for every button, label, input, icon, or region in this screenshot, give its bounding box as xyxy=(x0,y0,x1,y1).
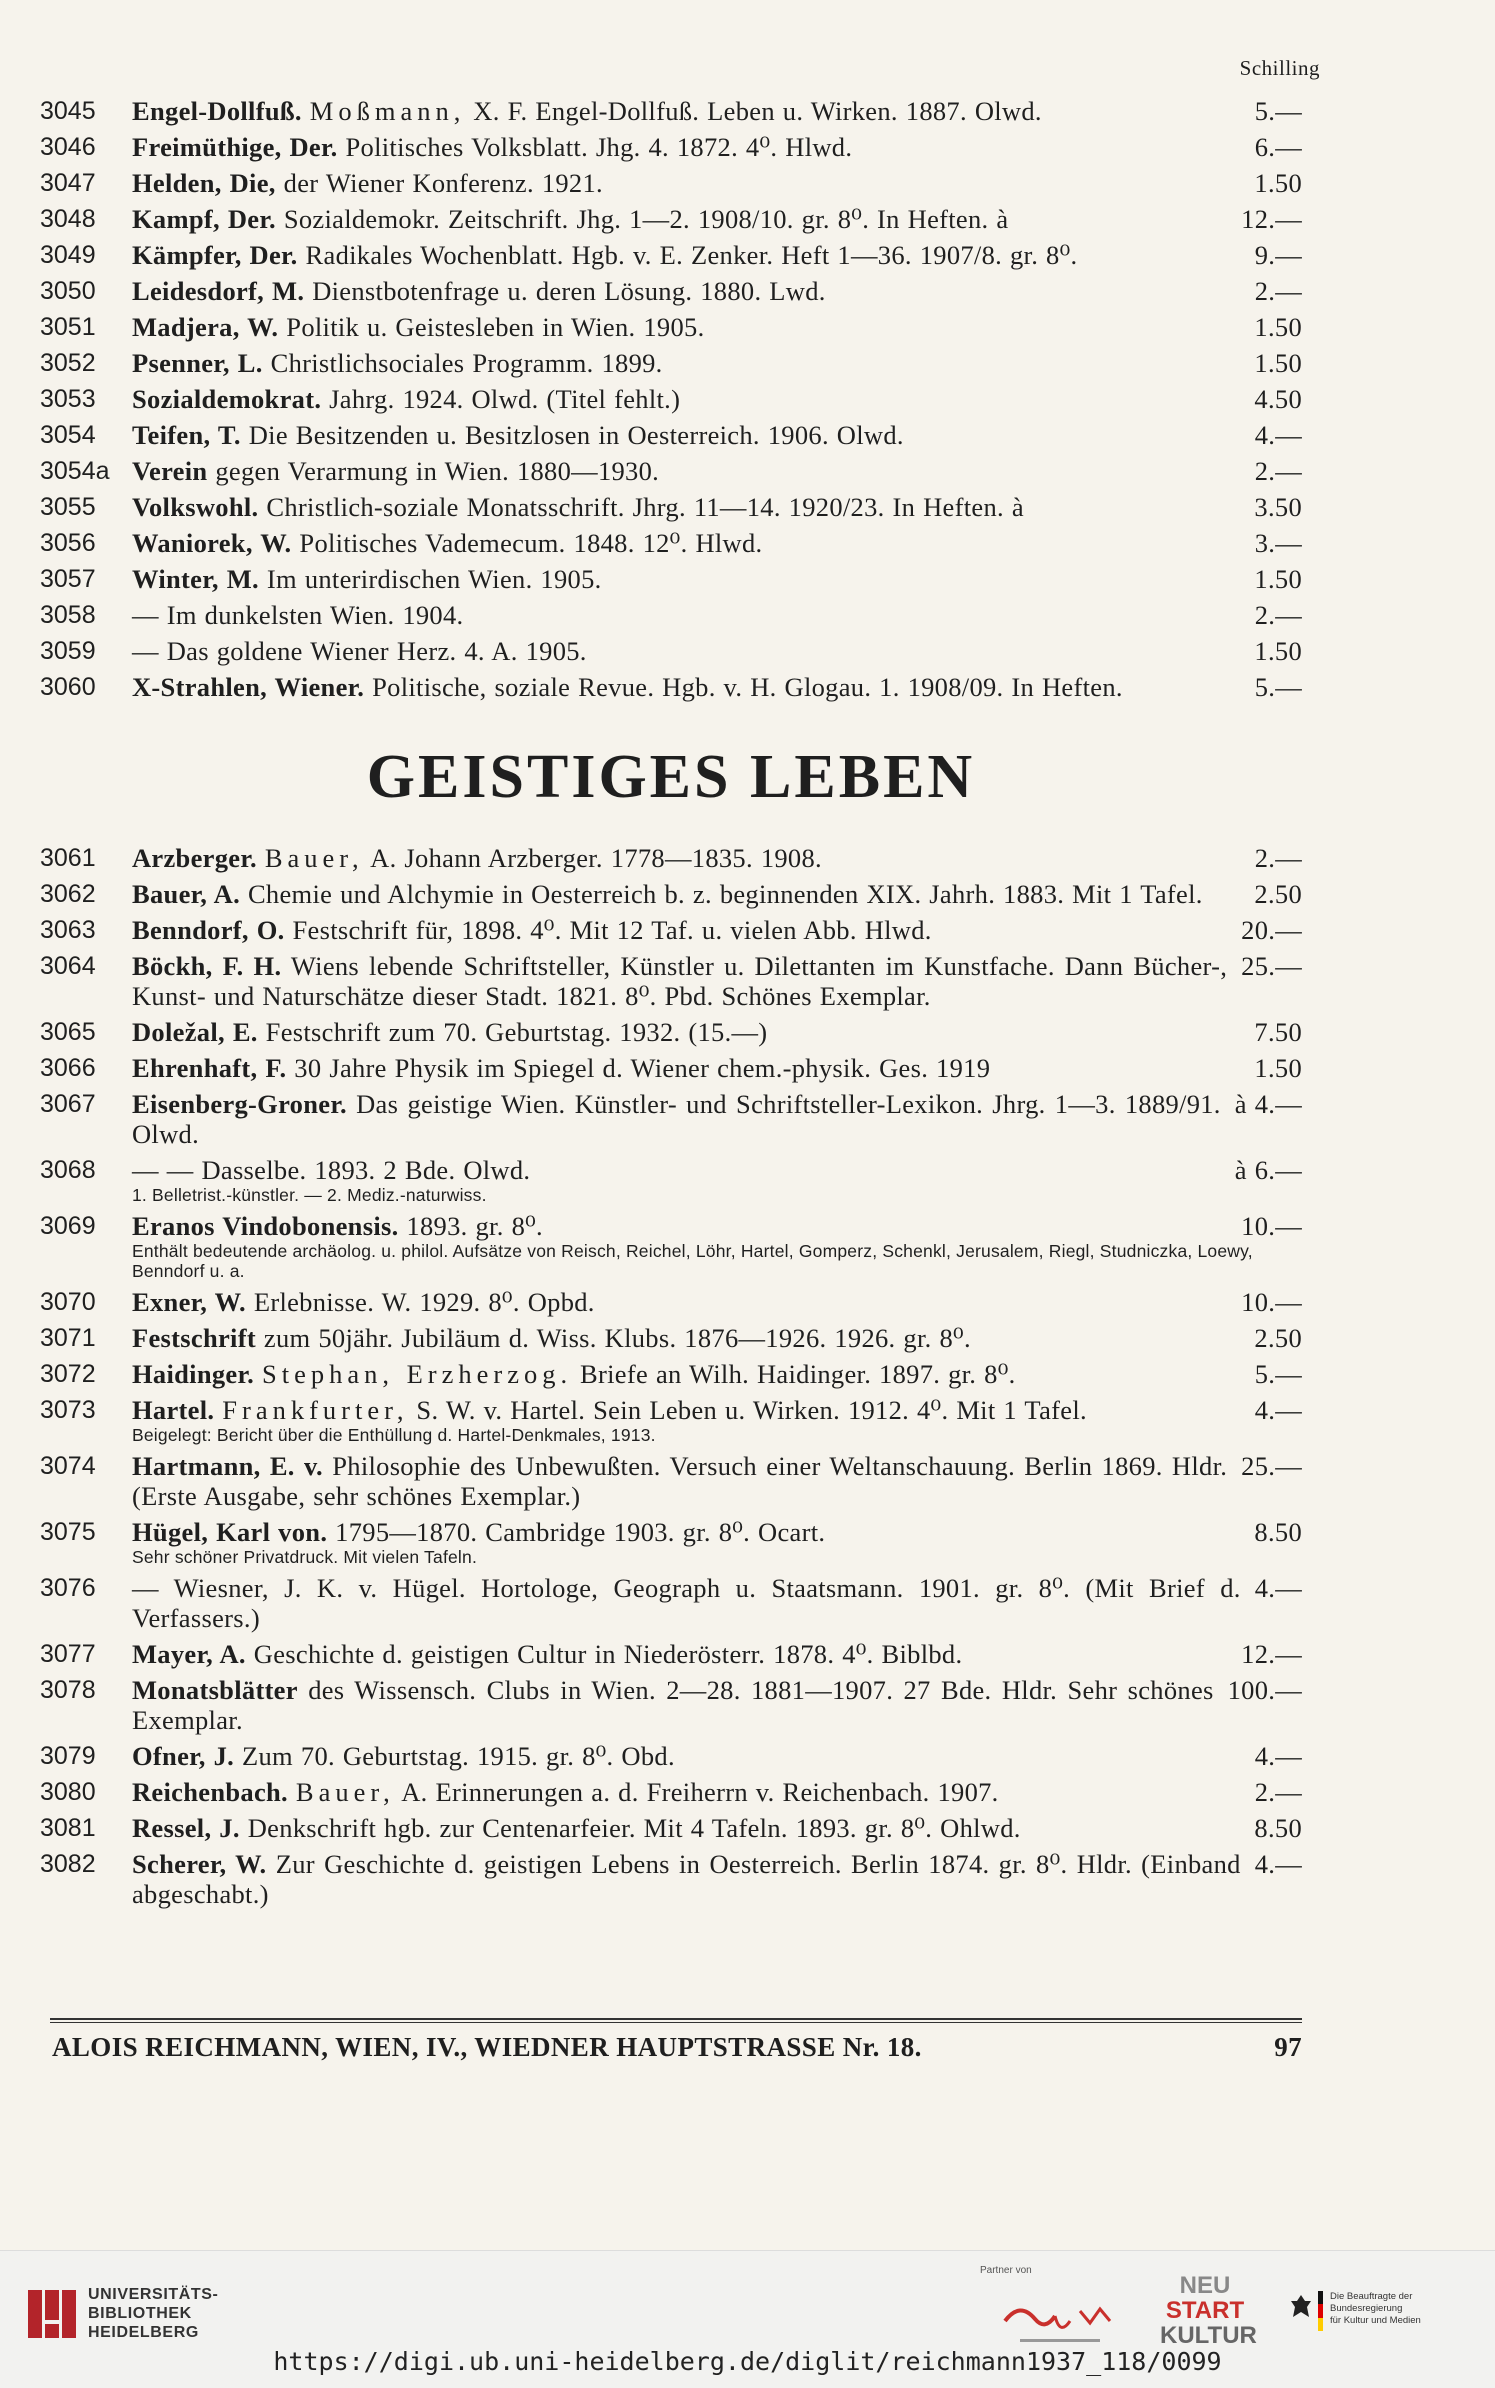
entry-description: Festschrift für, 1898. 4⁰. Mit 12 Taf. u. vielen Abb. Hlwd. xyxy=(284,915,932,945)
entry-text xyxy=(132,1777,1302,1807)
entry-text xyxy=(132,1573,1302,1633)
entry-text xyxy=(132,492,1302,522)
entry-number: 3063 xyxy=(40,916,96,944)
entry-number: 3079 xyxy=(40,1742,96,1770)
catalog-entry xyxy=(40,384,1302,414)
entry-description: des Wissensch. Clubs in Wien. 2—28. 1881—1907. 27 Bde. Hldr. Sehr schönes Exemplar. xyxy=(132,1675,1214,1735)
catalog-entry xyxy=(40,420,1302,450)
entries-geistiges-leben xyxy=(40,843,1302,1909)
catalog-entry xyxy=(40,951,1302,1011)
catalog-entry xyxy=(40,1517,1302,1567)
entry-text xyxy=(132,312,1302,342)
entry-text xyxy=(132,96,1302,126)
entry-heading: Haidinger. xyxy=(132,1359,255,1389)
entry-description: gegen Verarmung in Wien. 1880—1930. xyxy=(207,456,660,486)
entry-number: 3060 xyxy=(40,673,96,701)
catalog-entry xyxy=(40,915,1302,945)
entry-price: 1.50 xyxy=(1254,636,1302,666)
entry-number: 3067 xyxy=(40,1090,96,1118)
entry-description: Denkschrift hgb. zur Centenarfeier. Mit 4 Tafeln. 1893. gr. 8⁰. Ohlwd. xyxy=(239,1813,1021,1843)
section-title: GEISTIGES LEBEN xyxy=(366,743,976,811)
catalog-entry xyxy=(40,1573,1302,1633)
entry-price: à 4.— xyxy=(1234,1089,1302,1119)
entry-text xyxy=(132,1395,1302,1425)
entry-description: Chemie und Alchymie in Oesterreich b. z. beginnenden XIX. Jahrh. 1883. Mit 1 Tafel. xyxy=(240,879,1203,909)
entries-politics xyxy=(40,96,1302,702)
entry-description: Philosophie des Unbewußten. Versuch einer Weltanschauung. Berlin 1869. Hldr. (Erste Ausgabe, sehr schönes Exemplar.) xyxy=(132,1451,1228,1511)
entry-price: 8.50 xyxy=(1254,1813,1302,1843)
entry-description: — Im dunkelsten Wien. 1904. xyxy=(132,600,464,630)
catalog-entry xyxy=(40,1777,1302,1807)
ddb-logo-icon[interactable] xyxy=(1000,2291,1120,2351)
catalog-entry xyxy=(40,204,1302,234)
entry-text xyxy=(132,1287,1302,1317)
entry-author-spaced: Bauer, xyxy=(295,1777,395,1807)
running-head: Schilling xyxy=(1239,56,1320,80)
bkm-line-2: für Kultur und Medien xyxy=(1330,2315,1421,2326)
entry-price: 4.— xyxy=(1254,1573,1302,1603)
entry-number: 3080 xyxy=(40,1778,96,1806)
entry-number: 3059 xyxy=(40,637,96,665)
entry-description: — Das goldene Wiener Herz. 4. A. 1905. xyxy=(132,636,587,666)
entry-text xyxy=(132,528,1302,558)
entry-price: 9.— xyxy=(1254,240,1302,270)
entry-price: 2.— xyxy=(1254,276,1302,306)
entry-number: 3056 xyxy=(40,529,96,557)
entry-price: 12.— xyxy=(1241,204,1302,234)
catalog-entry xyxy=(40,528,1302,558)
catalog-entry xyxy=(40,1017,1302,1047)
entry-heading: Scherer, W. xyxy=(132,1849,267,1879)
catalog-entry xyxy=(40,636,1302,666)
entry-number: 3072 xyxy=(40,1360,96,1388)
entry-number: 3077 xyxy=(40,1640,96,1668)
entry-number: 3045 xyxy=(40,97,96,125)
entry-heading: Freimüthige, Der. xyxy=(132,132,338,162)
entry-price: 10.— xyxy=(1241,1211,1302,1241)
entry-number: 3082 xyxy=(40,1850,96,1878)
entry-text xyxy=(132,1849,1302,1909)
entry-heading: Verein xyxy=(132,456,208,486)
entry-text xyxy=(132,1517,1302,1547)
entry-heading: Waniorek, W. xyxy=(132,528,292,558)
entry-number: 3074 xyxy=(40,1452,96,1480)
entry-heading: Kämpfer, Der. xyxy=(132,240,298,270)
entry-note: Beigelegt: Bericht über die Enthüllung d. Hartel-Denkmales, 1913. xyxy=(132,1425,656,1445)
publisher-address: ALOIS REICHMANN, WIEN, IV., WIEDNER HAUPTSTRASSE Nr. 18. xyxy=(52,2032,922,2062)
entry-description: Politische, soziale Revue. Hgb. v. H. Glogau. 1. 1908/09. In Heften. xyxy=(364,672,1123,702)
entry-author-spaced: Bauer, xyxy=(264,843,364,873)
entry-price: 2.— xyxy=(1254,1777,1302,1807)
catalog-entry xyxy=(40,168,1302,198)
entry-heading: Volkswohl. xyxy=(132,492,259,522)
entry-text xyxy=(132,1741,1302,1771)
entry-number: 3065 xyxy=(40,1018,96,1046)
entry-number: 3076 xyxy=(40,1574,96,1602)
entry-description: — — Dasselbe. 1893. 2 Bde. Olwd. xyxy=(132,1155,531,1185)
entry-number: 3051 xyxy=(40,313,96,341)
entry-description: Christlichsociales Programm. 1899. xyxy=(262,348,663,378)
catalog-entry xyxy=(40,600,1302,630)
entry-number: 3055 xyxy=(40,493,96,521)
entry-text xyxy=(132,600,1302,630)
entry-number: 3048 xyxy=(40,205,96,233)
entry-price: 5.— xyxy=(1254,672,1302,702)
page-number: 97 xyxy=(1274,2032,1302,2062)
entry-description: Christlich-soziale Monatsschrift. Jhrg. 11—14. 1920/23. In Heften. à xyxy=(258,492,1024,522)
entry-text xyxy=(132,1359,1302,1389)
catalog-entry xyxy=(40,1211,1302,1281)
ub-line-1: UNIVERSITÄTS- xyxy=(88,2286,219,2303)
entry-number: 3062 xyxy=(40,880,96,908)
entry-price: 1.50 xyxy=(1254,564,1302,594)
entry-heading: Helden, Die, xyxy=(132,168,276,198)
entry-number: 3054a xyxy=(40,457,110,485)
footer-rule-top xyxy=(50,2018,1302,2020)
entry-heading: Doležal, E. xyxy=(132,1017,258,1047)
entry-number: 3058 xyxy=(40,601,96,629)
entry-heading: X-Strahlen, Wiener. xyxy=(132,672,365,702)
catalog-entry xyxy=(40,348,1302,378)
catalog-entry xyxy=(40,240,1302,270)
entry-text xyxy=(132,1451,1302,1511)
entry-description: Politik u. Geistesleben in Wien. 1905. xyxy=(278,312,705,342)
digitization-banner xyxy=(0,2250,1495,2388)
entry-price: 2.— xyxy=(1254,456,1302,486)
entry-heading: Ehrenhaft, F. xyxy=(132,1053,287,1083)
entry-text xyxy=(132,348,1302,378)
catalog-entry xyxy=(40,132,1302,162)
entry-price: 4.— xyxy=(1254,1395,1302,1425)
catalog-listing xyxy=(40,96,1302,1915)
entry-price: 4.— xyxy=(1254,1741,1302,1771)
entry-text xyxy=(132,564,1302,594)
entry-price: 5.— xyxy=(1254,1359,1302,1389)
bkm-logo[interactable] xyxy=(1290,2287,1475,2347)
entry-text xyxy=(132,420,1302,450)
entry-description: Politisches Vademecum. 1848. 12⁰. Hlwd. xyxy=(291,528,763,558)
entry-text xyxy=(132,384,1302,414)
entry-number: 3075 xyxy=(40,1518,96,1546)
entry-number: 3068 xyxy=(40,1156,96,1184)
entry-text xyxy=(132,132,1302,162)
entry-description: Dienstbotenfrage u. deren Lösung. 1880. Lwd. xyxy=(304,276,826,306)
entry-heading: Reichenbach. xyxy=(132,1777,288,1807)
entry-text xyxy=(132,672,1302,702)
catalog-entry xyxy=(40,843,1302,873)
ub-heidelberg-logo[interactable] xyxy=(28,2285,218,2342)
entry-heading: Exner, W. xyxy=(132,1287,246,1317)
entry-heading: Teifen, T. xyxy=(132,420,241,450)
catalog-entry xyxy=(40,1359,1302,1389)
neustart-line-3: KULTUR xyxy=(1160,2322,1257,2349)
entry-note: Enthält bedeutende archäolog. u. philol. Aufsätze von Reisch, Reichel, Löhr, Hartel, Gomperz, Schenkl, Jerusalem, Riegl, Studniczka, Loewy, Benndorf u. a. xyxy=(132,1241,1253,1281)
entry-number: 3071 xyxy=(40,1324,96,1352)
entry-description: A. Johann Arzberger. 1778—1835. 1908. xyxy=(363,843,822,873)
entry-text xyxy=(132,276,1302,306)
entry-heading: Hartel. xyxy=(132,1395,215,1425)
entry-heading: Hügel, Karl von. xyxy=(132,1517,328,1547)
entry-description: Das geistige Wien. Künstler- und Schriftsteller-Lexikon. Jhrg. 1—3. 1889/91. Olwd. xyxy=(132,1089,1221,1149)
entry-heading: Monatsblätter xyxy=(132,1675,298,1705)
entry-number: 3073 xyxy=(40,1396,96,1424)
entry-heading: Hartmann, E. v. xyxy=(132,1451,323,1481)
ub-logo-mark-icon xyxy=(28,2290,76,2338)
entry-description: Geschichte d. geistigen Cultur in Niederösterr. 1878. 4⁰. Biblbd. xyxy=(245,1639,963,1669)
entry-description: Im unterirdischen Wien. 1905. xyxy=(258,564,602,594)
entry-description: Zur Geschichte d. geistigen Lebens in Oesterreich. Berlin 1874. gr. 8⁰. Hldr. (Einband abgeschabt.) xyxy=(132,1849,1241,1909)
footer-rule-bottom xyxy=(50,2022,1302,2023)
catalog-entry xyxy=(40,1813,1302,1843)
entry-description: Politisches Volksblatt. Jhg. 4. 1872. 4⁰. Hlwd. xyxy=(337,132,853,162)
catalog-entry xyxy=(40,1675,1302,1735)
entry-number: 3049 xyxy=(40,241,96,269)
entry-price: 20.— xyxy=(1241,915,1302,945)
entry-number: 3061 xyxy=(40,844,96,872)
catalog-entry xyxy=(40,1155,1302,1205)
catalog-entry xyxy=(40,564,1302,594)
entry-heading: Kampf, Der. xyxy=(132,204,276,234)
entry-text xyxy=(132,1089,1302,1149)
entry-text xyxy=(132,1639,1302,1669)
entry-number: 3070 xyxy=(40,1288,96,1316)
entry-note: 1. Belletrist.-künstler. — 2. Mediz.-naturwiss. xyxy=(132,1185,487,1205)
entry-text xyxy=(132,1323,1302,1353)
catalog-entry xyxy=(40,672,1302,702)
entry-text xyxy=(132,456,1302,486)
entry-description: Zum 70. Geburtstag. 1915. gr. 8⁰. Obd. xyxy=(234,1741,675,1771)
entry-price: 3.— xyxy=(1254,528,1302,558)
entry-description: Erlebnisse. W. 1929. 8⁰. Opbd. xyxy=(245,1287,595,1317)
entry-description: 30 Jahre Physik im Spiegel d. Wiener chem.-physik. Ges. 1919 xyxy=(286,1053,991,1083)
entry-price: 25.— xyxy=(1241,951,1302,981)
entry-text xyxy=(132,1017,1302,1047)
entry-description: der Wiener Konferenz. 1921. xyxy=(275,168,603,198)
entry-number: 3081 xyxy=(40,1814,96,1842)
entry-description: A. Erinnerungen a. d. Freiherrn v. Reichenbach. 1907. xyxy=(394,1777,999,1807)
entry-heading: Mayer, A. xyxy=(132,1639,246,1669)
entry-number: 3046 xyxy=(40,133,96,161)
entry-heading: Sozialdemokrat. xyxy=(132,384,322,414)
entry-number: 3057 xyxy=(40,565,96,593)
ub-line-2: BIBLIOTHEK xyxy=(88,2305,192,2322)
entry-heading: Madjera, W. xyxy=(132,312,279,342)
entry-number: 3053 xyxy=(40,385,96,413)
entry-number: 3054 xyxy=(40,421,96,449)
catalog-entry xyxy=(40,456,1302,486)
entry-text xyxy=(132,240,1302,270)
entry-price: 2.— xyxy=(1254,600,1302,630)
catalog-entry xyxy=(40,1323,1302,1353)
entry-description: Sozialdemokr. Zeitschrift. Jhg. 1—2. 1908/10. gr. 8⁰. In Heften. à xyxy=(275,204,1009,234)
entry-price: 1.50 xyxy=(1254,312,1302,342)
flag-icon xyxy=(1318,2291,1323,2331)
entry-heading: Festschrift xyxy=(132,1323,256,1353)
catalog-entry xyxy=(40,1089,1302,1149)
entry-description: Festschrift zum 70. Geburtstag. 1932. (15.—) xyxy=(257,1017,768,1047)
catalog-entry xyxy=(40,879,1302,909)
entry-heading: Leidesdorf, M. xyxy=(132,276,305,306)
neustart-kultur-logo[interactable] xyxy=(1160,2272,1257,2349)
entry-price: 4.— xyxy=(1254,1849,1302,1879)
entry-heading: Eisenberg-Groner. xyxy=(132,1089,347,1119)
entry-number: 3064 xyxy=(40,952,96,980)
entry-price: 2.50 xyxy=(1254,1323,1302,1353)
entry-heading: Eranos Vindobonensis. xyxy=(132,1211,399,1241)
entry-text xyxy=(132,879,1302,909)
entry-text xyxy=(132,843,1302,873)
entry-text xyxy=(132,1155,1302,1185)
catalog-entry xyxy=(40,1451,1302,1511)
catalog-entry xyxy=(40,1741,1302,1771)
entry-description: S. W. v. Hartel. Sein Leben u. Wirken. 1912. 4⁰. Mit 1 Tafel. xyxy=(408,1395,1087,1425)
entry-text xyxy=(132,1675,1302,1735)
partner-label: Partner von xyxy=(980,2265,1032,2276)
catalog-entry xyxy=(40,492,1302,522)
catalog-entry xyxy=(40,1287,1302,1317)
entry-heading: Arzberger. xyxy=(132,843,257,873)
entry-price: 4.— xyxy=(1254,420,1302,450)
entry-heading: Ressel, J. xyxy=(132,1813,240,1843)
catalog-entry xyxy=(40,1639,1302,1669)
entry-text xyxy=(132,204,1302,234)
entry-price: 4.50 xyxy=(1254,384,1302,414)
entry-description: Radikales Wochenblatt. Hgb. v. E. Zenker. Heft 1—36. 1907/8. gr. 8⁰. xyxy=(297,240,1078,270)
entry-text xyxy=(132,951,1302,1011)
entry-number: 3052 xyxy=(40,349,96,377)
entry-text xyxy=(132,915,1302,945)
entry-description: 1893. gr. 8⁰. xyxy=(398,1211,543,1241)
entry-heading: Winter, M. xyxy=(132,564,259,594)
entry-heading: Ofner, J. xyxy=(132,1741,235,1771)
entry-price: 25.— xyxy=(1241,1451,1302,1481)
entry-price: 3.50 xyxy=(1254,492,1302,522)
entry-description: Jahrg. 1924. Olwd. (Titel fehlt.) xyxy=(321,384,681,414)
entry-text xyxy=(132,1211,1302,1241)
entry-price: 1.50 xyxy=(1254,168,1302,198)
entry-description: zum 50jähr. Jubiläum d. Wiss. Klubs. 1876—1926. 1926. gr. 8⁰. xyxy=(255,1323,971,1353)
catalog-entry xyxy=(40,1849,1302,1909)
entry-price: 2.50 xyxy=(1254,879,1302,909)
entry-description: X. F. Engel-Dollfuß. Leben u. Wirken. 1887. Olwd. xyxy=(465,96,1042,126)
entry-heading: Bauer, A. xyxy=(132,879,241,909)
entry-description: Briefe an Wilh. Haidinger. 1897. gr. 8⁰. xyxy=(572,1359,1016,1389)
bkm-line-1: Die Beauftragte der Bundesregierung xyxy=(1330,2291,1413,2314)
ub-line-3: HEIDELBERG xyxy=(88,2324,199,2341)
entry-description: Wiens lebende Schriftsteller, Künstler u. Dilettanten im Kunstfache. Dann Bücher-, Kunst- und Naturschätze dieser Stadt. 1821. 8⁰. Pbd. Schönes Exemplar. xyxy=(132,951,1228,1011)
permalink-url[interactable]: https://digi.ub.uni-heidelberg.de/diglit/reichmann1937_118/0099 xyxy=(273,2347,1222,2376)
entry-price: 1.50 xyxy=(1254,348,1302,378)
entry-price: à 6.— xyxy=(1234,1155,1302,1185)
catalog-entry xyxy=(40,276,1302,306)
entry-author-spaced: Frankfurter, xyxy=(222,1395,409,1425)
entry-price: 5.— xyxy=(1254,96,1302,126)
entry-text xyxy=(132,1813,1302,1843)
catalog-entry xyxy=(40,96,1302,126)
eagle-icon xyxy=(1290,2293,1312,2323)
neustart-line-1: NEU xyxy=(1179,2272,1231,2299)
entry-heading: Böckh, F. H. xyxy=(132,951,282,981)
entry-price: 100.— xyxy=(1227,1675,1302,1705)
entry-note: Sehr schöner Privatdruck. Mit vielen Tafeln. xyxy=(132,1547,478,1567)
entry-description: 1795—1870. Cambridge 1903. gr. 8⁰. Ocart. xyxy=(327,1517,826,1547)
catalog-entry xyxy=(40,1395,1302,1445)
entry-text xyxy=(132,1053,1302,1083)
entry-number: 3047 xyxy=(40,169,96,197)
neustart-line-2: START xyxy=(1165,2297,1245,2324)
entry-number: 3066 xyxy=(40,1054,96,1082)
entry-price: 2.— xyxy=(1254,843,1302,873)
entry-price: 1.50 xyxy=(1254,1053,1302,1083)
entry-text xyxy=(132,168,1302,198)
entry-text xyxy=(132,636,1302,666)
entry-price: 6.— xyxy=(1254,132,1302,162)
entry-heading: Psenner, L. xyxy=(132,348,263,378)
entry-price: 10.— xyxy=(1241,1287,1302,1317)
entry-heading: Engel-Dollfuß. xyxy=(132,96,302,126)
catalog-entry xyxy=(40,312,1302,342)
entry-number: 3069 xyxy=(40,1212,96,1240)
catalog-entry xyxy=(40,1053,1302,1083)
entry-price: 12.— xyxy=(1241,1639,1302,1669)
entry-number: 3050 xyxy=(40,277,96,305)
entry-description: — Wiesner, J. K. v. Hügel. Hortologe, Geograph u. Staatsmann. 1901. gr. 8⁰. (Mit Brief d. Verfassers.) xyxy=(132,1573,1241,1633)
entry-author-spaced: Stephan, Erzherzog. xyxy=(261,1359,573,1389)
entry-price: 8.50 xyxy=(1254,1517,1302,1547)
entry-price: 7.50 xyxy=(1254,1017,1302,1047)
entry-author-spaced: Moßmann, xyxy=(309,96,466,126)
entry-number: 3078 xyxy=(40,1676,96,1704)
entry-heading: Benndorf, O. xyxy=(132,915,285,945)
entry-description: Die Besitzenden u. Besitzlosen in Oesterreich. 1906. Olwd. xyxy=(240,420,904,450)
footer xyxy=(52,2032,1302,2063)
